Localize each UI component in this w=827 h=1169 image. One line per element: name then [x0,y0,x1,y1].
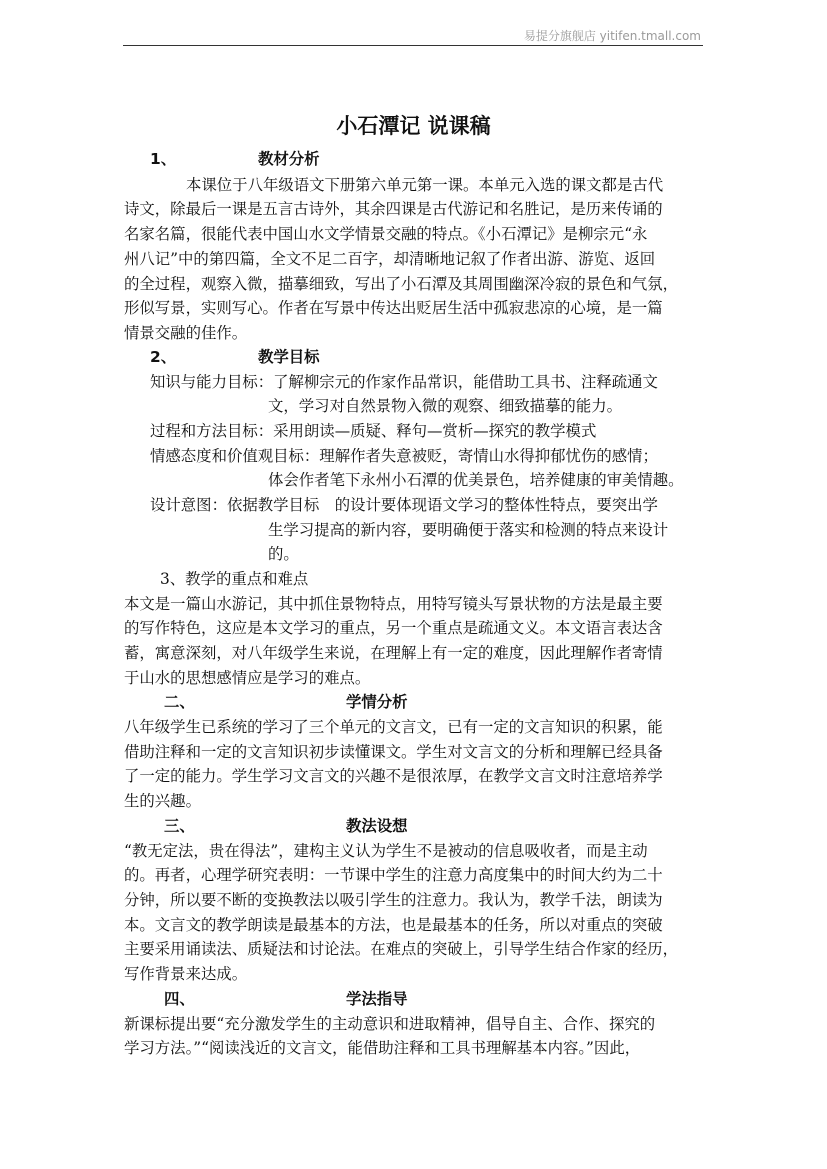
paragraph-line: 体会作者笔下永州小石潭的优美景色，培养健康的审美情趣。 [268,471,684,489]
paragraph-line: 名家名篇，很能代表中国山水文学情景交融的特点。《小石潭记》是柳宗元“永 [124,225,648,243]
page-title: 小石潭记 说课稿 [336,114,491,138]
paragraph-line: 蓄，寓意深刻，对八年级学生来说，在理解上有一定的难度，因此理解作者寄情 [124,644,663,662]
paragraph-line: 八年级学生已系统的学习了三个单元的文言文，已有一定的文言知识的积累，能 [124,718,663,736]
section3-heading: 3、教学的重点和难点 [160,570,309,588]
paragraph-line: 生学习提高的新内容，要明确便于落实和检测的特点来设计 [268,521,669,539]
paragraph-line: 过程和方法目标：采用朗读—质疑、释句—赏析—探究的教学模式 [150,422,597,440]
paragraph-line: 了一定的能力。学生学习文言文的兴趣不是很浓厚，在教学文言文时注意培养学 [124,767,663,785]
part4-heading: 学法指导 [346,990,408,1008]
section1-number: 1、 [150,150,177,168]
paragraph-line: 州八记”中的第四篇，全文不足二百字，却清晰地记叙了作者出游、游览、返回 [124,250,656,268]
part3-heading: 教法设想 [346,817,408,835]
paragraph-line: 诗文，除最后一课是五言古诗外，其余四课是古代游记和名胜记，是历来传诵的 [124,200,663,218]
header-divider [123,45,703,46]
paragraph-line: 的。 [268,545,299,563]
paragraph-line: 情景交融的佳作。 [124,324,248,342]
paragraph-line: 学习方法。”“阅读浅近的文言文，能借助注释和工具书理解基本内容。”因此， [124,1039,641,1057]
paragraph-line: 的写作特色，这应是本文学习的重点，另一个重点是疏通文义。本文语言表达含 [124,619,663,637]
paragraph-line: 生的兴趣。 [124,792,201,810]
part2-number: 二、 [164,693,195,711]
paragraph-line: 本文是一篇山水游记，其中抓住景物特点，用特写镜头写景状物的方法是最主要 [124,595,663,613]
paragraph-line: 知识与能力目标：了解柳宗元的作家作品常识，能借助工具书、注释疏通文 [150,373,658,391]
paragraph-line: 写作背景来达成。 [124,965,248,983]
part2-heading: 学情分析 [346,693,408,711]
paragraph-line: 设计意图：依据教学目标 的设计要体现语文学习的整体性特点，要突出学 [150,496,658,514]
paragraph-line: 文，学习对自然景物入微的观察、细致描摹的能力。 [268,397,622,415]
paragraph-line: 主要采用诵读法、质疑法和讨论法。在难点的突破上，引导学生结合作家的经历， [124,940,679,958]
header-watermark: 易提分旗舰店 yitifen.tmall.com [523,29,701,43]
paragraph-line: 形似写景，实则写心。作者在写景中传达出贬居生活中孤寂悲凉的心境，是一篇 [124,299,663,317]
paragraph-line: 借助注释和一定的文言知识初步读懂课文。学生对文言文的分析和理解已经具备 [124,743,663,761]
section2-heading: 教学目标 [258,348,320,366]
paragraph-line: 的全过程，观察入微，描摹细致，写出了小石潭及其周围幽深冷寂的景色和气氛， [124,275,679,293]
paragraph-line: 本。文言文的教学朗读是最基本的方法，也是最基本的任务，所以对重点的突破 [124,916,663,934]
part3-number: 三、 [164,817,195,835]
paragraph-line: “教无定法，贵在得法”，建构主义认为学生不是被动的信息吸收者，而是主动 [124,842,648,860]
paragraph-line: 本课位于八年级语文下册第六单元第一课。本单元入选的课文都是古代 [186,176,664,194]
section1-heading: 教材分析 [258,150,320,168]
paragraph-line: 分钟，所以要不断的变换教法以吸引学生的注意力。我认为，教学千法，朗读为 [124,891,663,909]
section2-number: 2、 [150,348,177,366]
paragraph-line: 的。再者，心理学研究表明：一节课中学生的注意力高度集中的时间大约为二十 [124,866,663,884]
paragraph-line: 新课标提出要“充分激发学生的主动意识和进取精神，倡导自主、合作、探究的 [124,1015,656,1033]
paragraph-line: 情感态度和价值观目标：理解作者失意被贬，寄情山水得抑郁忧伤的感情； [150,447,658,465]
paragraph-line: 于山水的思想感情应是学习的难点。 [124,669,371,687]
part4-number: 四、 [164,990,195,1008]
